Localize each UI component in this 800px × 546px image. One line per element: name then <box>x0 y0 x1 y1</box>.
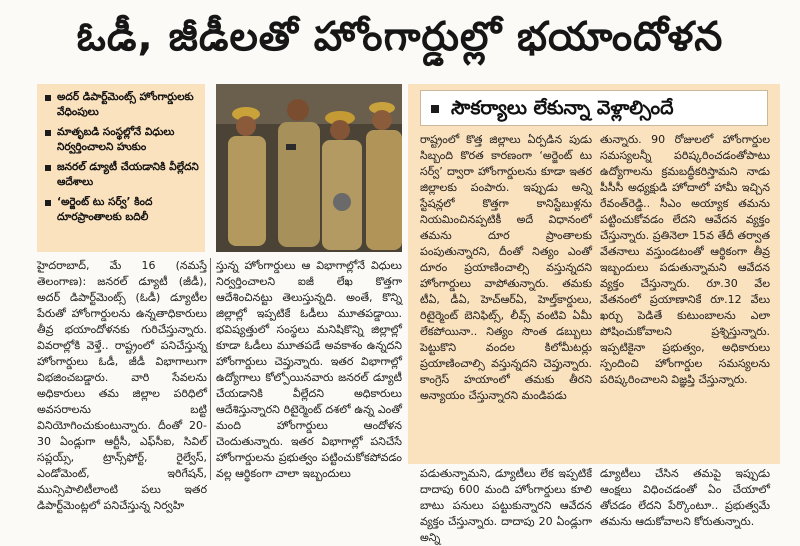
sidebar-column-1 <box>420 132 592 462</box>
article-column-2 <box>216 258 402 480</box>
photo-illustration <box>216 84 402 252</box>
paragraph: డ్యూటీలు చేసిన తమపై ఇప్పుడు ఆంక్షలు విధించడంతో ఏం చేయాలో తోచడం లేదని పేర్కొంటూ.. ప్రభుత్వమే తమను ఆదుకోవాలని కోరుతున్నారు. <box>600 467 770 528</box>
sidebar-column-1-continued <box>420 466 592 544</box>
sidebar-column-2 <box>600 132 770 462</box>
bullet-square-icon <box>45 130 51 136</box>
highlight-item <box>45 195 199 225</box>
highlight-item <box>45 125 199 155</box>
sidebar-title-bar <box>420 90 768 126</box>
highlight-text: ‘అర్జెంట్ టు సర్వ్’ కింద దూరప్రాంతాలకు బదిలీ <box>57 196 153 223</box>
square-marker-icon <box>431 105 439 113</box>
paragraph: తున్నారు. 90 రోజులలో హోంగార్డుల సమస్యలన్నీ పరిష్కరించడంతోపాటు ఉద్యోగాలను క్రమబద్ధీకరిస్తామని నాడు పీసీసీ అధ్యక్షుడి హోదాలో హామీ ఇచ్చిన రేవంత్‌రెడ్డి.. సీఎం అయ్యాక తమను పట్టించుకోవడం లేదని ఆవేదన వ్యక్తం చేస్తున్నారు. ప్రతినెలా 15వ తేదీ తర్వాత వేతనాలు వస్తుండటంతో ఆర్థికంగా తీవ్ర ఇబ్బందులు పడుతున్నామని ఆవేదన వ్యక్తం చేస్తున్నారు. రూ.30 వేల వేతనంలో ప్రయాణానికే రూ.12 వేలు ఖర్చు పెడితే కుటుంబాలను ఎలా పోషించుకోవాలని ప్రశ్నిస్తున్నారు. ఇప్పటికైనా ప్రభుత్వం, అధికారులు స్పందించి హోంగార్డుల సమస్యలను పరిష్కరించాలని విజ్ఞప్తి చేస్తున్నారు. <box>600 133 770 386</box>
highlight-item <box>45 90 199 120</box>
bullet-square-icon <box>45 95 51 101</box>
bullet-square-icon <box>45 165 51 171</box>
paragraph: రాష్ట్రంలో కొత్త జిల్లాలు ఏర్పడిన పుడు సిబ్బంది కొరత కారణంగా ‘అర్జెంట్ టు సర్వ్’ ద్వారా హోంగార్డులను కూడా ఇతర జిల్లాలకు పంపారు. ఇప్పుడు అన్ని స్టేషన్లలో కొత్తగా కానిస్టేబుళ్లను నియమించినప్పటికీ అదే విధానంలో తమను దూర ప్రాంతాలకు పంపుతున్నారని, దీంతో నిత్యం ఎంతో దూరం ప్రయాణించాల్సి వస్తున్నదని హోంగార్డులు వాపోతున్నారు. తమకు టీఏ, డీఏ, హెచ్ఆర్ఏ, హెల్త్‌కార్డులు, రిటైర్మెంట్ బెనిఫిట్స్, లీవ్స్ వంటివి ఏమీ లేకపోయినా.. నిత్యం సొంత డబ్బులు పెట్టుకొని వందల కిలోమీటర్లు ప్రయాణించాల్సి వస్తున్నదని చెప్తున్నారు. కాంగ్రెస్ హయాంలో తమకు తీరని అన్యాయం చేస్తున్నారని మండిపడు <box>420 133 592 402</box>
column-divider <box>210 258 211 480</box>
news-photo-home-guards <box>216 84 402 252</box>
article-column-1 <box>37 258 207 512</box>
highlight-item <box>45 160 199 190</box>
paragraph: పడుతున్నామని, డ్యూటీలు లేక ఇప్పటికే దాదాపు 600 మంది హోంగార్డులు కూలి బాటు పనులు పట్టుకున్నారని ఆవేదన వ్యక్తం చేస్తున్నారు. దాదాపు 20 ఏండ్లుగా అన్ని <box>420 467 592 544</box>
headline: ఓడీ, జీడీలతో హోంగార్డుల్లో భయాందోళన <box>76 14 724 60</box>
sidebar-column-2-continued <box>600 466 770 528</box>
highlight-text: మాతృబడి సంస్థల్లోనే విధులు నిర్వర్తించాలని హుకుం <box>57 126 175 153</box>
paragraph: స్తున్న హోంగార్డులు ఆ విభాగాల్లోనే విధులు నిర్వర్తించాలని ఐజీ లేఖ కొత్తగా ఆదేశించినట్టు తెలుస్తున్నది. అంతే, కొన్ని జిల్లాల్లో ఇప్పటికే ఓడీలు మూతపడ్డాయి. భవిష్యత్తులో సంస్థలు మనిషికొన్ని జిల్లాల్లో కూడా ఓడీలు మూతపడే అవకాశం ఉన్నదని హోంగార్డులు చెప్తున్నారు. ఇతర విభాగాల్లో ఉద్యోగాలు కోల్పోయినవారు జనరల్ డ్యూటీ చేయడానికి వీల్లేదని అధికారులు ఆదేశిస్తున్నారని రిటైర్మెంట్ దశలో ఉన్న ఎంతో మంది హోంగార్డులు ఆందోళన చెందుతున్నారు. ఇతర విభాగాల్లో పనిచేసే హోంగార్డులను ప్రభుత్వం పట్టించుకోకపోవడం వల్ల ఆర్థికంగా చాలా ఇబ్బందులు <box>216 259 402 480</box>
paragraph: హైదరాబాద్, మే 16 (నమస్తే తెలంగాణ): జనరల్ డ్యూటీ (జీడీ), అదర్ డిపార్ట్‌మెంట్స్ (ఓడీ) డ్యూటీల పేరుతో హోంగార్డులను ఉన్నతాధికారులు తీవ్ర భయాందోళనకు గురిచేస్తున్నారు. వివరాల్లోకి వెళ్తే.. రాష్ట్రంలో పనిచేస్తున్న హోంగార్డులు ఓడీ, జీడీ విభాగాలుగా విభజించబడ్డారు. వారి సేవలను అధికారులు తమ జిల్లాల పరిధిలో అవసరాలను బట్టి వినియోగించుకుంటున్నారు. దీంతో 20-30 ఏండ్లుగా ఆర్టీసీ, ఎఫ్‌సీఐ, సివిల్ సప్లయ్స్, ట్రాన్స్‌ఫోర్ట్, రైల్వేస్, ఎండోమెంట్, ఇరిగేషన్, మున్సిపాలిటీలాంటి పలు ఇతర డిపార్ట్‌మెంట్లలో పనిచేస్తున్న నిర్వహి <box>37 259 207 512</box>
highlight-text: జనరల్ డ్యూటీ చేయడానికి వీల్లేదని ఆదేశాలు <box>57 161 199 188</box>
bullet-square-icon <box>45 200 51 206</box>
highlight-text: అదర్ డిపార్ట్‌మెంట్స్ హోంగార్డులకు వేధింపులు <box>57 91 194 118</box>
sidebar-title: సౌకర్యాలు లేకున్నా వెళ్లాల్సిందే <box>451 97 674 119</box>
highlights-box <box>37 84 205 252</box>
